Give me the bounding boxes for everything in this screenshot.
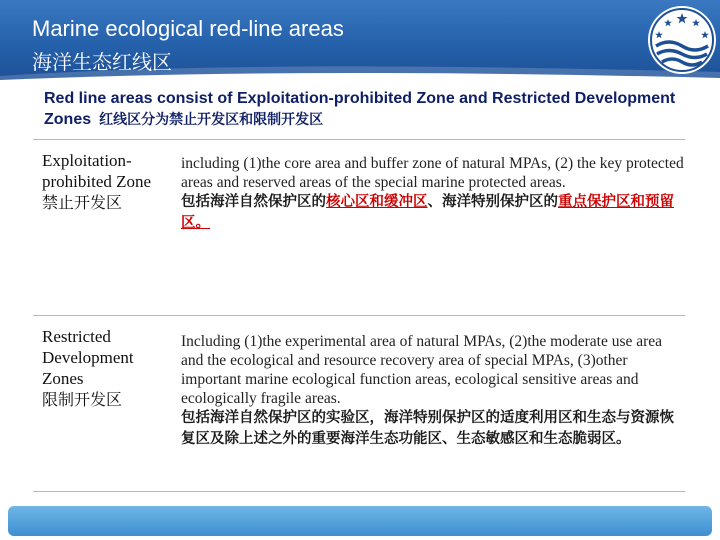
section-subtitle: [44, 88, 684, 131]
page-title: Marine ecological red-line areas: [32, 16, 344, 41]
description-chinese-part: 、海洋特别保护区的: [427, 194, 558, 210]
footer-band: [8, 506, 712, 536]
row-label-chinese: 禁止开发区: [42, 193, 123, 212]
header-band: [0, 0, 720, 82]
row-label-english: Exploitation-prohibited Zone: [42, 151, 152, 191]
highlight-key-protected-reserved-areas: 重点保护区和预留区。: [181, 194, 674, 231]
row-label-exploitation-prohibited: [42, 150, 170, 213]
soa-star-wave-logo-icon: [646, 4, 718, 76]
row-description-exploitation-prohibited: [181, 154, 686, 234]
highlight-core-buffer-zone: 核心区和缓冲区: [326, 194, 428, 210]
description-chinese: [181, 192, 686, 234]
table-bottom-rule: [33, 491, 685, 492]
table-top-rule: [33, 139, 685, 140]
description-chinese-part: 包括海洋自然保护区的: [181, 194, 326, 210]
description-english: including (1)the core area and buffer zone of natural MPAs, (2) the key protected areas and reserved areas of the special marine protected areas.: [181, 155, 684, 191]
description-english: Including (1)the experimental area of natural MPAs, (2)the moderate use area and the ecological and resource recovery area of special MPAs, (3)other important marine ecological function areas, ecological sensitive areas and ecologically fragile areas.: [181, 333, 663, 407]
row-label-english: Restricted Development Zones: [42, 327, 134, 388]
subtitle-english: Red line areas consist of Exploitation-prohibited Zone and Restricted Development Zones: [44, 90, 676, 128]
page-title-chinese: 海洋生态红线区: [32, 50, 172, 74]
row-label-restricted-development: [42, 326, 170, 410]
description-chinese: 包括海洋自然保护区的实验区，海洋特别保护区的适度利用区和生态与资源恢复区及除上述之外的重要海洋生态功能区、生态敏感区和生态脆弱区。: [181, 410, 674, 447]
table-middle-rule: [33, 315, 685, 316]
row-label-chinese: 限制开发区: [42, 390, 123, 409]
row-description-restricted-development: [181, 332, 686, 450]
subtitle-chinese: 红线区分为禁止开发区和限制开发区: [99, 112, 324, 128]
